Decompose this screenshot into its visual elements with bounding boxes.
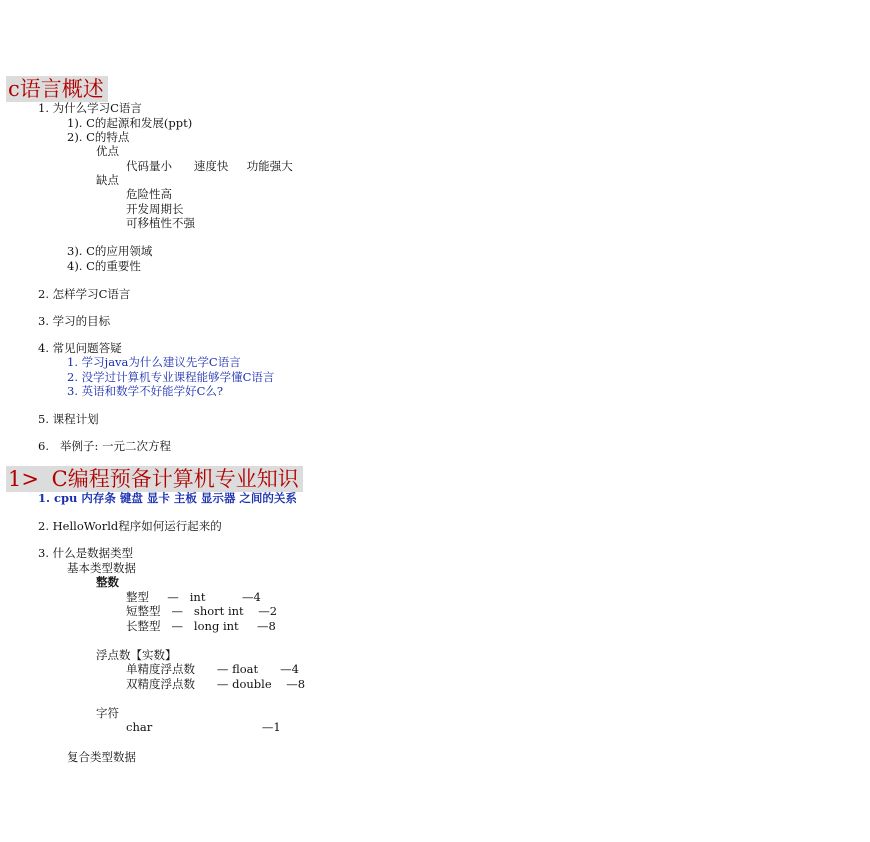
list-item: 3. 什么是数据类型: [38, 546, 134, 560]
faq-link-item: 3. 英语和数学不好能学好C么?: [67, 384, 224, 398]
list-item: 3). C的应用领域: [67, 244, 153, 258]
list-item: 1). C的起源和发展(ppt): [67, 116, 193, 130]
list-item: 长整型 — long int —8: [126, 619, 276, 633]
list-item: 短整型 — short int —2: [126, 604, 278, 618]
list-item: 4). C的重要性: [67, 259, 141, 273]
list-item: 整型 — int —4: [126, 590, 261, 604]
list-item: 缺点: [96, 173, 119, 187]
list-item: 整数: [96, 575, 119, 589]
list-item: 2). C的特点: [67, 130, 130, 144]
section-heading-prerequisites: 1> C编程预备计算机专业知识: [6, 466, 303, 492]
list-item: 基本类型数据: [67, 561, 136, 575]
list-item: 危险性高: [126, 187, 172, 201]
list-item: 双精度浮点数 — double —8: [126, 677, 306, 691]
list-item: 3. 学习的目标: [38, 314, 111, 328]
list-item: 6. 举例子: 一元二次方程: [38, 439, 171, 453]
list-item: 代码量小 速度快 功能强大: [126, 159, 293, 173]
list-item: 5. 课程计划: [38, 412, 99, 426]
list-item: 单精度浮点数 — float —4: [126, 662, 299, 676]
list-item: 1. cpu 内存条 键盘 显卡 主板 显示器 之间的关系: [38, 491, 297, 505]
faq-link-item: 1. 学习java为什么建议先学C语言: [67, 355, 241, 369]
list-item: 1. 为什么学习C语言: [38, 101, 142, 115]
list-item: 浮点数【实数】: [96, 648, 177, 662]
list-item: 4. 常见问题答疑: [38, 341, 122, 355]
list-item: 可移植性不强: [126, 216, 195, 230]
list-item: 2. HelloWorld程序如何运行起来的: [38, 519, 222, 533]
list-item: 2. 怎样学习C语言: [38, 287, 131, 301]
list-item: 优点: [96, 144, 119, 158]
list-item: 开发周期长: [126, 202, 184, 216]
faq-link-item: 2. 没学过计算机专业课程能够学懂C语言: [67, 370, 275, 384]
list-item: 复合类型数据: [67, 750, 136, 764]
list-item: 字符: [96, 706, 119, 720]
section-heading-c-overview: c语言概述: [6, 76, 108, 102]
list-item: char —1: [126, 720, 281, 734]
